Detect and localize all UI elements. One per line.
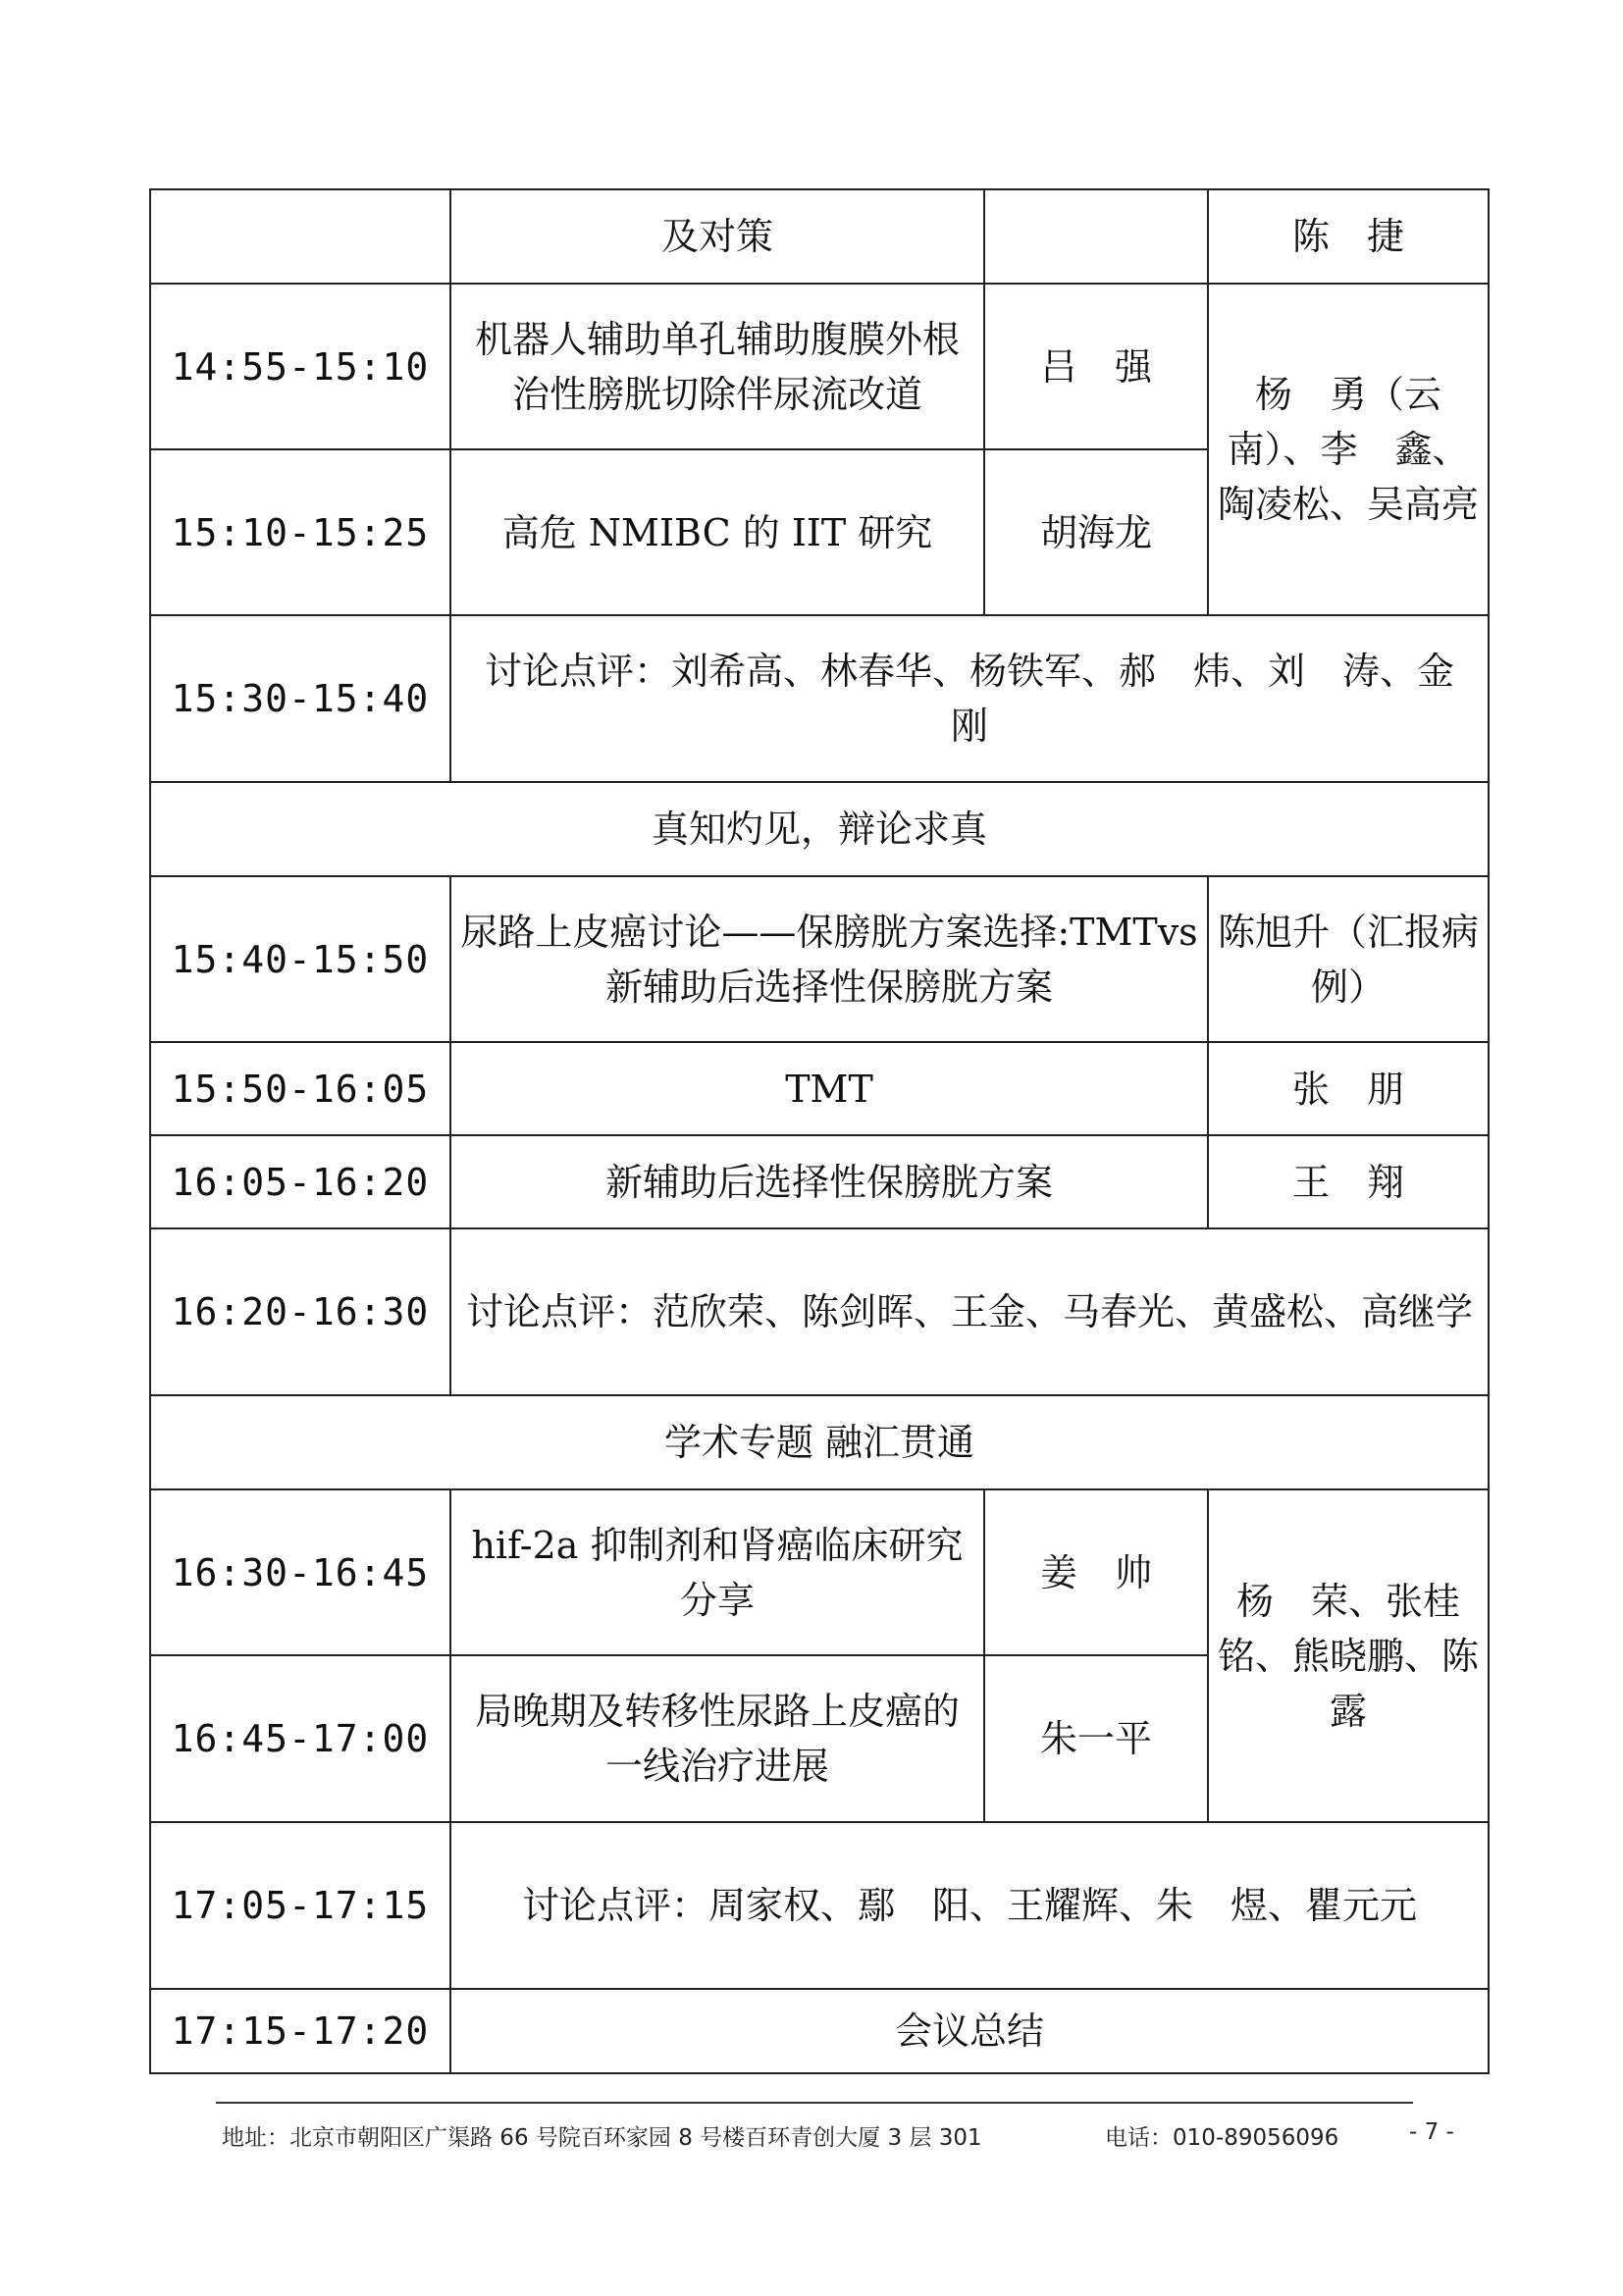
speaker-cell: 陈旭升（汇报病例） [1208, 876, 1489, 1042]
time-cell: 17:05-17:15 [150, 1822, 450, 1989]
discussion-cell: 讨论点评：刘希高、林春华、杨铁军、郝 炜、刘 涛、金 刚 [450, 615, 1489, 782]
section-title: 真知灼见，辩论求真 [150, 782, 1489, 876]
table-row [150, 1822, 1489, 1989]
topic-cell: 机器人辅助单孔辅助腹膜外根治性膀胱切除伴尿流改道 [450, 284, 984, 449]
table-row [150, 1489, 1489, 1655]
table-row [150, 615, 1489, 782]
table-row [150, 189, 1489, 284]
speaker-cell: 吕 强 [984, 284, 1208, 449]
table-row [150, 1989, 1489, 2073]
topic-cell: 高危 NMIBC 的 IIT 研究 [450, 449, 984, 615]
topic-cell: 局晚期及转移性尿路上皮癌的一线治疗进展 [450, 1655, 984, 1822]
topic-cell: hif-2a 抑制剂和肾癌临床研究分享 [450, 1489, 984, 1655]
table-row [150, 876, 1489, 1042]
time-cell: 14:55-15:10 [150, 284, 450, 449]
schedule-table [149, 188, 1517, 2074]
table-row [150, 284, 1489, 449]
time-cell: 15:10-15:25 [150, 449, 450, 615]
host-cell: 杨 荣、张桂铭、熊晓鹏、陈 露 [1208, 1489, 1489, 1822]
section-row [150, 782, 1489, 876]
topic-cell: 尿路上皮癌讨论——保膀胱方案选择:TMTvs 新辅助后选择性保膀胱方案 [450, 876, 1208, 1042]
speaker-cell: 王 翔 [1208, 1135, 1489, 1228]
time-cell [150, 189, 450, 284]
topic-cell: 新辅助后选择性保膀胱方案 [450, 1135, 1208, 1228]
speaker-cell: 朱一平 [984, 1655, 1208, 1822]
time-cell: 15:30-15:40 [150, 615, 450, 782]
host-cell: 陈 捷 [1208, 189, 1489, 284]
speaker-cell: 姜 帅 [984, 1489, 1208, 1655]
discussion-cell: 讨论点评：周家权、鄢 阳、王耀辉、朱 煜、瞿元元 [450, 1822, 1489, 1989]
footer-phone: 电话：010-89056096 [1105, 2125, 1339, 2151]
discussion-cell: 讨论点评：范欣荣、陈剑晖、王金、马春光、黄盛松、高继学 [450, 1228, 1489, 1395]
time-cell: 16:45-17:00 [150, 1655, 450, 1822]
time-cell: 16:05-16:20 [150, 1135, 450, 1228]
time-cell: 17:15-17:20 [150, 1989, 450, 2073]
time-cell: 16:20-16:30 [150, 1228, 450, 1395]
table-row [150, 1042, 1489, 1135]
topic-cell: TMT [450, 1042, 1208, 1135]
footer-address: 地址：北京市朝阳区广渠路 66 号院百环家园 8 号楼百环青创大厦 3 层 301 [222, 2125, 982, 2151]
table-row [150, 1135, 1489, 1228]
footer-divider [216, 2102, 1413, 2104]
time-cell: 15:40-15:50 [150, 876, 450, 1042]
speaker-cell: 胡海龙 [984, 449, 1208, 615]
host-cell: 杨 勇（云南）、李 鑫、陶凌松、吴高亮 [1208, 284, 1489, 615]
topic-cell: 及对策 [450, 189, 984, 284]
summary-cell: 会议总结 [450, 1989, 1489, 2073]
time-cell: 15:50-16:05 [150, 1042, 450, 1135]
table-row [150, 1228, 1489, 1395]
section-title: 学术专题 融汇贯通 [150, 1395, 1489, 1489]
speaker-cell [984, 189, 1208, 284]
section-row [150, 1395, 1489, 1489]
time-cell: 16:30-16:45 [150, 1489, 450, 1655]
page-number: - 7 - [1409, 2119, 1454, 2145]
speaker-cell: 张 朋 [1208, 1042, 1489, 1135]
